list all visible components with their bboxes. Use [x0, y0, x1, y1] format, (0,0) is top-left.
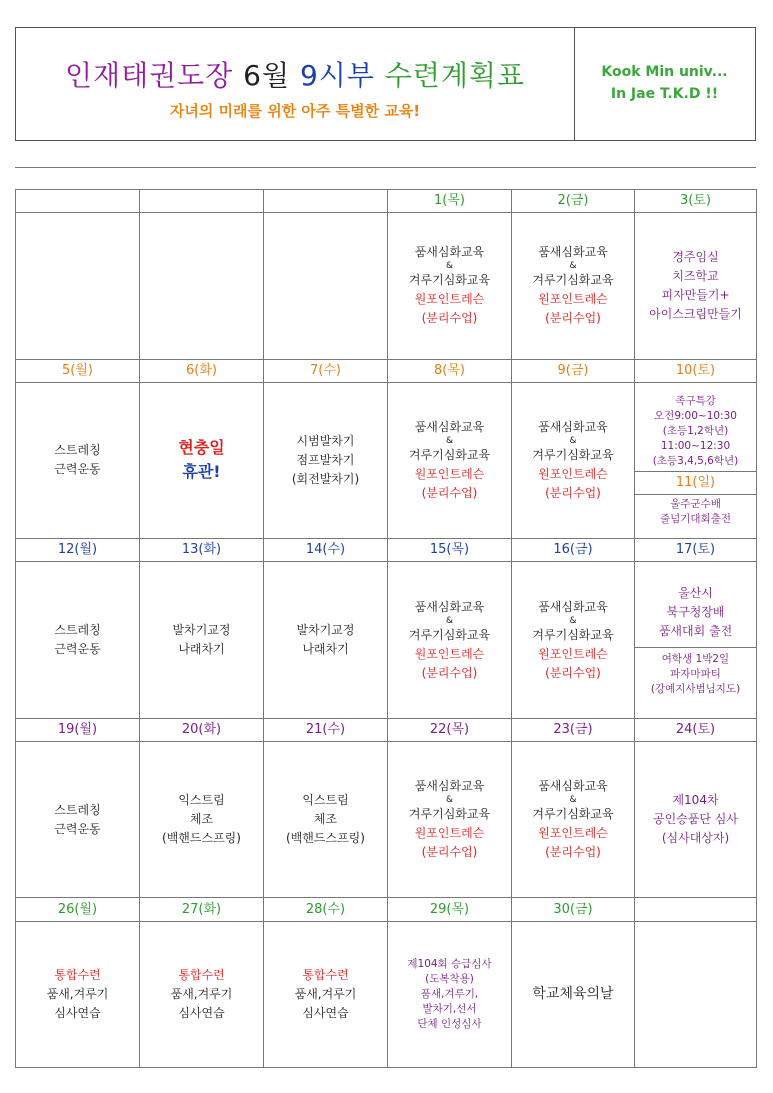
date-cell: 24(토): [635, 718, 757, 741]
date-cell: 21(수): [264, 718, 388, 741]
activity-text: 근력운동: [54, 821, 101, 836]
title-session: 9시부: [299, 59, 385, 92]
date-cell: 19(월): [16, 718, 140, 741]
date-cell: 15(목): [388, 539, 512, 562]
activity-text: 통합수련: [178, 967, 225, 982]
date-cell: [264, 190, 388, 213]
activity-text: 근력운동: [54, 462, 101, 477]
activity-text: (강예지사범님지도): [650, 682, 741, 695]
activity-text: 발차기교정: [172, 623, 231, 638]
activity-text: 학교체육의날: [532, 985, 614, 1002]
activity-text: 공인승품단 심사: [653, 812, 738, 827]
date-cell: 22(목): [388, 718, 512, 741]
activity-text: 북구청장배: [666, 604, 725, 619]
holiday-text: 현충일: [178, 438, 225, 458]
activity-text: (분리수업): [545, 665, 601, 680]
activity-text: 여학생 1박2일: [661, 652, 730, 665]
page-title: [16, 54, 574, 94]
activity-text: &: [445, 435, 454, 446]
day-cell-tue: [140, 921, 264, 1067]
sunday-date: 11(일): [635, 471, 756, 495]
side-text-line-1: Kook Min univ...: [601, 64, 728, 80]
activity-text: 제104회 승급심사: [407, 957, 492, 970]
date-row-week4: [16, 718, 757, 741]
activity-text: (분리수업): [545, 485, 601, 500]
title-plan: 수련계획표: [384, 59, 526, 92]
activity-text: &: [569, 435, 577, 446]
activity-text: 아이스크림만들기: [649, 306, 742, 321]
activity-text: 겨루기심화교육: [532, 807, 614, 822]
day-cell-tue: [140, 562, 264, 718]
activity-text: 품새대회 출전: [658, 623, 733, 638]
activity-text: 통합수련: [302, 967, 349, 982]
activity-text: 원포인트레슨: [414, 292, 485, 307]
date-cell: 8(목): [388, 359, 512, 382]
activity-text: 겨루기심화교육: [532, 447, 614, 462]
activity-text: 겨루기심화교육: [408, 807, 491, 822]
day-cell-sat: [635, 562, 757, 718]
activity-text: 익스트림: [178, 793, 225, 808]
day-cell-fri: [512, 382, 635, 538]
content-row-week5: [16, 921, 757, 1067]
title-academy: 인재태권도장: [64, 59, 234, 92]
header: [15, 27, 756, 141]
date-row-week5: [16, 898, 757, 921]
date-cell: 2(금): [512, 190, 635, 213]
activity-text: 원포인트레슨: [538, 646, 608, 661]
activity-text: &: [445, 261, 454, 272]
activity-text: 근력운동: [54, 642, 101, 657]
activity-text: 원포인트레슨: [414, 466, 485, 481]
date-row-week2: [16, 359, 757, 382]
date-cell: 1(목): [388, 190, 512, 213]
activity-text: 11:00~12:30: [660, 439, 731, 452]
day-cell-thu: [388, 741, 512, 897]
activity-text: 겨루기심화교육: [408, 273, 491, 288]
date-cell: [635, 898, 757, 921]
activity-text: 피자만들기+: [661, 287, 730, 302]
activity-text: 겨루기심화교육: [532, 273, 614, 288]
activity-text: (백핸드스프링): [162, 831, 241, 846]
date-cell: 29(목): [388, 898, 512, 921]
header-title-area: [16, 28, 575, 140]
activity-text: 스트레칭: [54, 443, 101, 458]
date-cell: 6(화): [140, 359, 264, 382]
activity-text: &: [445, 615, 454, 626]
activity-text: 원포인트레슨: [538, 292, 608, 307]
day-cell-tue: [140, 382, 264, 538]
activity-text: 체조: [189, 812, 214, 827]
activity-text: 발차기,선서: [422, 1002, 477, 1015]
day-cell-mon: [16, 562, 140, 718]
activity-text: 원포인트레슨: [414, 826, 485, 841]
date-cell: 28(수): [264, 898, 388, 921]
day-cell-fri: [512, 213, 635, 359]
activity-text: 익스트림: [302, 793, 349, 808]
activity-text: 스트레칭: [54, 623, 101, 638]
activity-text: (초등1,2학년): [662, 424, 729, 437]
day-cell-thu: [388, 213, 512, 359]
day-cell-fri: [512, 741, 635, 897]
activity-text: 오전9:00~10:30: [654, 409, 737, 422]
activity-text: (분리수업): [421, 845, 478, 860]
activity-text: (회전발차기): [291, 471, 360, 486]
date-cell: 14(수): [264, 539, 388, 562]
day-cell-wed: [264, 562, 388, 718]
day-cell-sat: [635, 213, 757, 359]
cell-divider: [635, 647, 756, 648]
activity-text: 경주임실: [672, 249, 719, 264]
activity-text: &: [445, 795, 454, 806]
header-divider: [15, 167, 756, 168]
date-cell: 30(금): [512, 898, 635, 921]
page-subtitle: 자녀의 미래를 위한 아주 특별한 교육!: [169, 102, 421, 120]
activity-text: 스트레칭: [54, 802, 101, 817]
activity-text: 치즈학교: [672, 268, 719, 283]
date-row-week1: [16, 190, 757, 213]
activity-text: 발차기교정: [296, 623, 355, 638]
day-cell-thu: [388, 921, 512, 1067]
day-cell-mon: [16, 382, 140, 538]
day-cell-empty: [140, 213, 264, 359]
activity-text: 품새심화교육: [414, 419, 485, 434]
side-text-line-2: In Jae T.K.D !!: [610, 86, 719, 102]
activity-text: 나래차기: [302, 642, 349, 657]
activity-text: 겨루기심화교육: [408, 447, 491, 462]
activity-text: 품새심화교육: [538, 599, 608, 614]
date-row-week3: [16, 539, 757, 562]
day-cell-thu: [388, 382, 512, 538]
content-row-week4: [16, 741, 757, 897]
activity-text: 울주군수배: [670, 497, 721, 510]
day-cell-fri: [512, 921, 635, 1067]
activity-text: 울산시: [678, 585, 713, 600]
activity-text: (분리수업): [421, 311, 478, 326]
date-cell: [140, 190, 264, 213]
activity-text: 단체 인성심사: [417, 1017, 482, 1030]
date-cell: 17(토): [635, 539, 757, 562]
day-cell-sat-sun: [635, 382, 757, 538]
activity-text: 품새,겨루기: [294, 986, 357, 1001]
activity-text: 심사연습: [178, 1005, 225, 1020]
date-cell: 7(수): [264, 359, 388, 382]
activity-text: 나래차기: [178, 642, 225, 657]
activity-text: 원포인트레슨: [538, 466, 608, 481]
activity-text: 품새심화교육: [538, 779, 608, 794]
activity-text: 심사연습: [54, 1005, 101, 1020]
date-cell: 23(금): [512, 718, 635, 741]
activity-text: 시범발차기: [296, 433, 355, 448]
date-cell: 26(월): [16, 898, 140, 921]
activity-text: 품새심화교육: [414, 599, 485, 614]
activity-text: 체조: [313, 812, 338, 827]
day-cell-mon: [16, 921, 140, 1067]
content-row-week1: [16, 213, 757, 359]
schedule-calendar: [15, 189, 757, 1068]
activity-text: (심사대상자): [661, 831, 730, 846]
activity-text: 족구특강: [675, 394, 716, 407]
day-cell-sat: [635, 741, 757, 897]
activity-text: 원포인트레슨: [538, 826, 608, 841]
day-cell-empty: [16, 213, 140, 359]
activity-text: 품새,겨루기: [170, 986, 233, 1001]
activity-text: 줄넘기대회출전: [659, 512, 731, 525]
day-cell-wed: [264, 921, 388, 1067]
activity-text: (백핸드스프링): [286, 831, 365, 846]
activity-text: 심사연습: [302, 1005, 349, 1020]
date-cell: 5(월): [16, 359, 140, 382]
activity-text: 파자마파티: [670, 667, 721, 680]
activity-text: 품새심화교육: [414, 779, 485, 794]
content-row-week2: [16, 382, 757, 538]
activity-text: (분리수업): [421, 485, 478, 500]
date-cell: 16(금): [512, 539, 635, 562]
activity-text: 품새,겨루기: [46, 986, 109, 1001]
activity-text: (분리수업): [545, 845, 601, 860]
activity-text: 제104차: [672, 793, 719, 808]
activity-text: &: [569, 795, 577, 806]
header-side-text: [574, 28, 755, 140]
day-cell-wed: [264, 741, 388, 897]
activity-text: 원포인트레슨: [414, 646, 485, 661]
day-cell-tue: [140, 741, 264, 897]
activity-text: 품새,겨루기,: [420, 987, 479, 1000]
closed-text: 휴관!: [182, 462, 221, 482]
date-cell: 27(화): [140, 898, 264, 921]
activity-text: 통합수련: [54, 967, 101, 982]
activity-text: (도복착용): [425, 972, 474, 985]
title-month: 6월: [233, 59, 300, 92]
activity-text: 겨루기심화교육: [408, 627, 491, 642]
activity-text: (분리수업): [545, 311, 601, 326]
date-cell: 12(월): [16, 539, 140, 562]
activity-text: 겨루기심화교육: [532, 627, 614, 642]
day-cell-wed: [264, 382, 388, 538]
activity-text: 품새심화교육: [538, 419, 608, 434]
day-cell-empty: [264, 213, 388, 359]
day-cell-empty: [635, 921, 757, 1067]
activity-text: 품새심화교육: [538, 245, 608, 260]
content-row-week3: [16, 562, 757, 718]
activity-text: 품새심화교육: [414, 245, 485, 260]
date-cell: 3(토): [635, 190, 757, 213]
activity-text: &: [569, 615, 577, 626]
day-cell-mon: [16, 741, 140, 897]
date-cell: [16, 190, 140, 213]
date-cell: 20(화): [140, 718, 264, 741]
date-cell: 13(화): [140, 539, 264, 562]
day-cell-fri: [512, 562, 635, 718]
activity-text: &: [569, 261, 577, 272]
activity-text: (초등3,4,5,6학년): [652, 454, 739, 467]
day-cell-thu: [388, 562, 512, 718]
activity-text: 점프발차기: [296, 452, 355, 467]
date-cell: 9(금): [512, 359, 635, 382]
activity-text: (분리수업): [421, 665, 478, 680]
date-cell: 10(토): [635, 359, 757, 382]
